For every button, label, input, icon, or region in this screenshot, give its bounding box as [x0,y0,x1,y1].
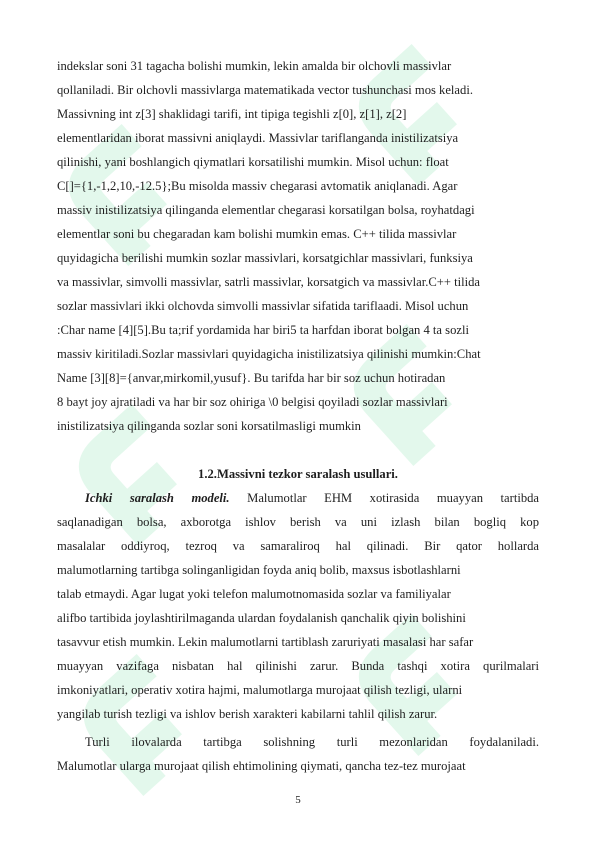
body-text-line: quyidagicha berilishi mumkin sozlar massivlari, korsatgichlar massivlari, funksiya [57,251,473,265]
body-text-line: talab etmaydi. Agar lugat yoki telefon malumotnomasida sozlar va familiyalar [57,587,451,601]
body-text-line: C[]={1,-1,2,10,-12.5};Bu misolda massiv chegarasi avtomatik aniqlanadi. Agar [57,179,458,193]
body-text-line: imkoniyatlari, operativ xotira hajmi, malumotlarga murojaat qilish tezligi, ularni [57,683,463,697]
body-text-line: qollaniladi. Bir olchovli massivlarga matematikada vector tushunchasi mos keladi. [57,83,473,97]
body-text-line: 8 bayt joy ajratiladi va har bir soz ohiriga \0 belgisi qoyiladi sozlar massivlari [57,395,448,409]
body-text-fragment: Malumotlar EHM xotirasida muayyan tartibda [247,491,540,505]
body-text-line: Massivning int z[3] shaklidagi tarifi, int tipiga tegishli z[0], z[1], z[2] [57,107,407,121]
body-text-line: Turli ilovalarda tartibga solishning turli mezonlaridan foydalaniladi. [85,735,539,749]
body-text-line: saqlanadigan bolsa, axborotga ishlov berish va uni izlash bilan bogliq kop [57,515,539,529]
body-text-line [85,490,539,506]
body-text-line: elementlar soni bu chegaradan kam bolishi mumkin emas. C++ tilida massivlar [57,227,457,241]
body-text-line: massiv kiritiladi.Sozlar massivlari quyidagicha inistilizatsiya qilinishi mumkin:Chat [57,347,481,361]
body-text-line: Malumotlar ularga murojaat qilish ehtimolining qiymati, qancha tez-tez murojaat [57,759,466,773]
body-text-line: yangilab turish tezligi va ishlov berish xarakteri kabilarni tahlil qilish zarur. [57,707,438,721]
body-text-line: alifbo tartibida joylashtirilmaganda ulardan foydalanish qanchalik qiyin bolishini [57,611,466,625]
body-text-line: qilinishi, yani boshlangich qiymatlari korsatilishi mumkin. Misol uchun: float [57,155,449,169]
body-text-line: muayyan vazifaga nisbatan hal qilinishi zarur. Bunda tashqi xotira qurilmalari [57,659,539,673]
body-text-line: Name [3][8]={anvar,mirkomil,yusuf}. Bu tarifda har bir soz uchun hotiradan [57,371,446,385]
italic-lead: Ichki saralash modeli. [85,491,230,505]
page-number: 5 [295,794,301,806]
section-heading: 1.2.Massivni tezkor saralash usullari. [198,467,398,481]
body-text-line: tasavvur etish mumkin. Lekin malumotlarni tartiblash zaruriyati masalasi har safar [57,635,474,649]
body-text-line: sozlar massivlari ikki olchovda simvolli massivlar sifatida tariflaadi. Misol uchun [57,299,469,313]
body-text-line: indekslar soni 31 tagacha bolishi mumkin, lekin amalda bir olchovli massivlar [57,59,452,73]
body-text-line: va massivlar, simvolli massivlar, satrli massivlar, korsatgich va massivlar.C++ tilida [57,275,480,289]
body-text-line: malumotlarning tartibga solinganligidan foyda aniq bolib, maxsus isbotlashlarni [57,563,461,577]
body-text-line: masalalar oddiyroq, tezroq va samaraliroq hal qilinadi. Bir qator hollarda [57,539,539,553]
body-text-line: massiv inistilizatsiya qilinganda elementlar chegarasi korsatilgan bolsa, royhatdagi [57,203,475,217]
body-text-line: inistilizatsiya qilinganda sozlar soni korsatilmasligi mumkin [57,419,361,433]
body-text-line: :Char name [4][5].Bu ta;rif yordamida har biri5 ta harfdan iborat bolgan 4 ta sozli [57,323,469,337]
body-text-line: elementlaridan iborat massivni aniqlaydi. Massivlar tariflanganda inistilizatsiya [57,131,459,145]
